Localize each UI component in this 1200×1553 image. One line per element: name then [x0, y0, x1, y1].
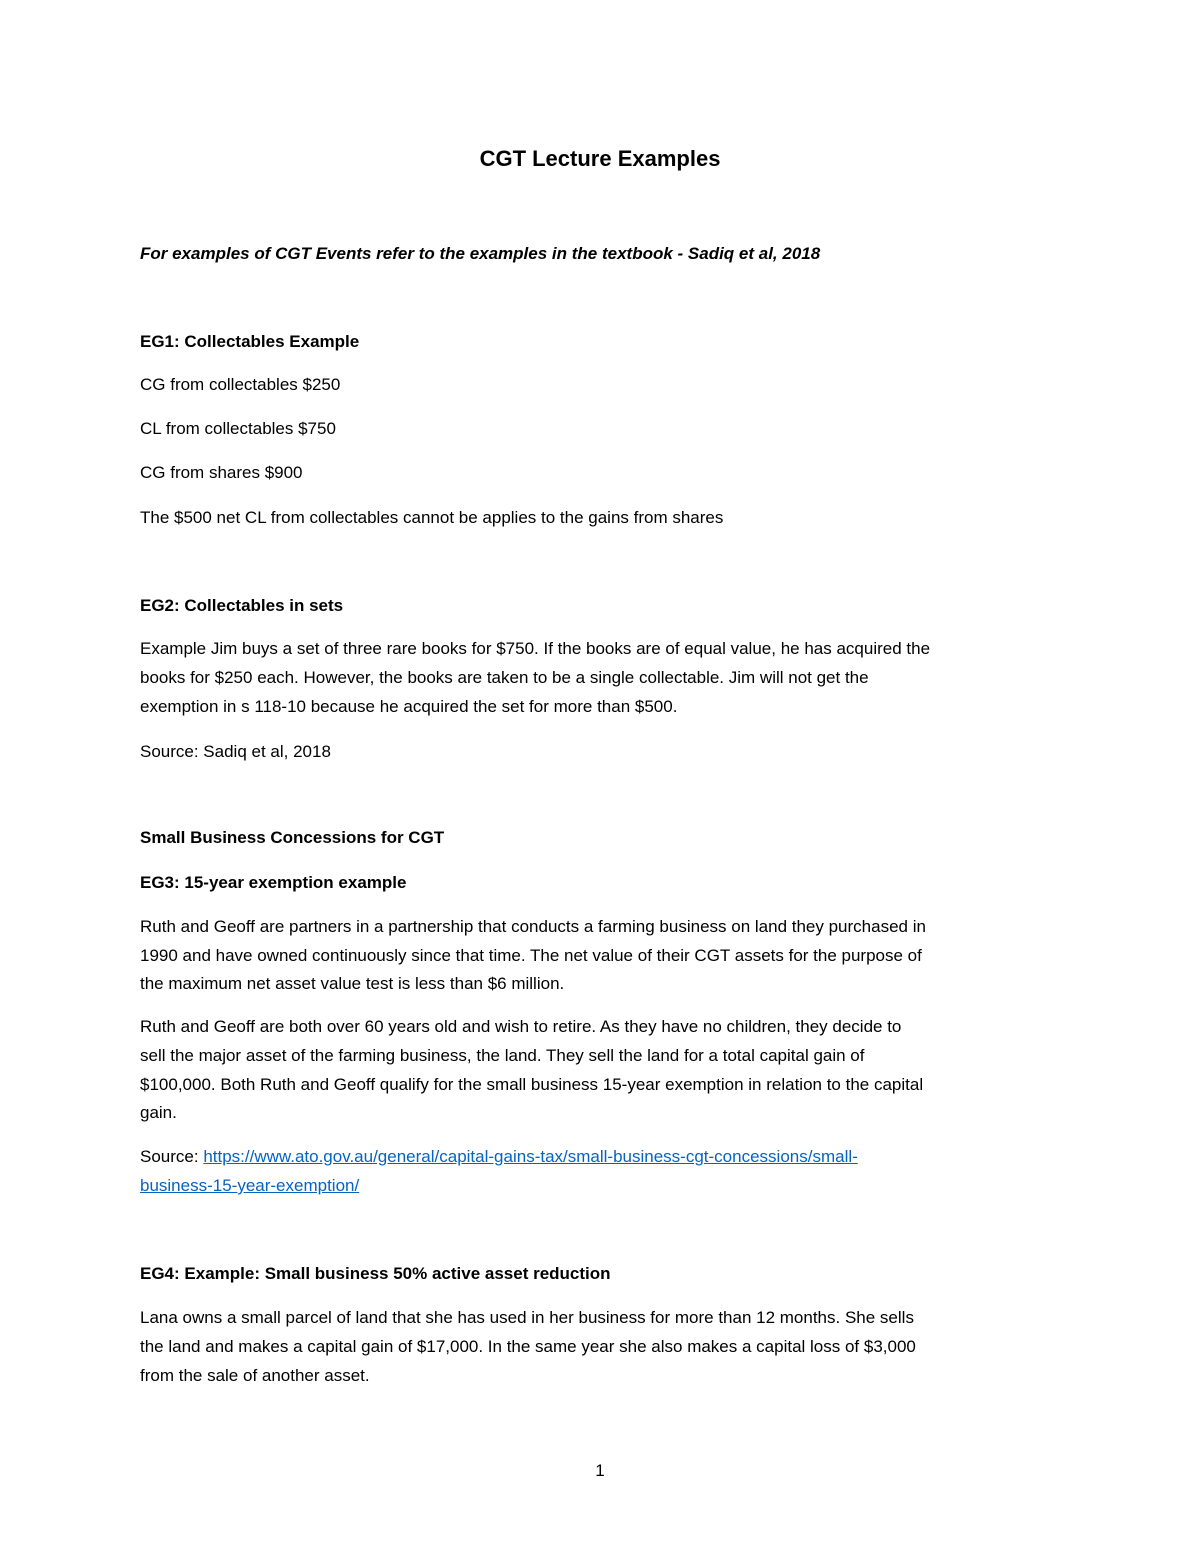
eg3-source-cont	[140, 1171, 1070, 1200]
eg3-heading: EG3: 15-year exemption example	[140, 873, 407, 892]
eg2-line: Example Jim buys a set of three rare books for $750. If the books are of equal value, he has acquired the	[140, 639, 931, 658]
eg2-line: books for $250 each. However, the books are taken to be a single collectable. Jim will not get the	[140, 668, 869, 687]
eg3-para2-line: $100,000. Both Ruth and Geoff qualify for the small business 15-year exemption in relation to the capital	[140, 1075, 924, 1094]
eg1-line: CG from collectables $250	[140, 375, 341, 394]
eg3-para2-line: Ruth and Geoff are both over 60 years old and wish to retire. As they have no children, they decide to	[140, 1017, 902, 1036]
eg3-para1-line: Ruth and Geoff are partners in a partnership that conducts a farming business on land they purchased in	[140, 917, 926, 936]
eg4-line: the land and makes a capital gain of $17,000. In the same year she also makes a capital loss of $3,000	[140, 1337, 916, 1356]
eg1-line: CG from shares $900	[140, 463, 303, 482]
intro-note: For examples of CGT Events refer to the examples in the textbook - Sadiq et al, 2018	[140, 244, 821, 263]
eg4-heading: EG4: Example: Small business 50% active asset reduction	[140, 1264, 611, 1283]
eg3-source-link[interactable]: https://www.ato.gov.au/general/capital-gains-tax/small-business-cgt-concessions/small-	[203, 1147, 858, 1166]
eg3-para2-line: sell the major asset of the farming business, the land. They sell the land for a total capital gain of	[140, 1046, 865, 1065]
eg1-line: The $500 net CL from collectables cannot be applies to the gains from shares	[140, 508, 724, 527]
page-number: 1	[595, 1461, 605, 1480]
eg2-line: exemption in s 118-10 because he acquired the set for more than $500.	[140, 697, 678, 716]
document-title: CGT Lecture Examples	[479, 146, 721, 171]
eg1-line: CL from collectables $750	[140, 419, 336, 438]
eg4-line: Lana owns a small parcel of land that she has used in her business for more than 12 months. She sells	[140, 1308, 914, 1327]
eg1-heading: EG1: Collectables Example	[140, 332, 360, 351]
eg4-line: from the sale of another asset.	[140, 1366, 370, 1385]
eg3-source-label: Source:	[140, 1147, 204, 1166]
eg2-heading: EG2: Collectables in sets	[140, 596, 344, 615]
eg3-para1-line: the maximum net asset value test is less than $6 million.	[140, 974, 565, 993]
eg3-source	[140, 1142, 1070, 1171]
eg3-para1-line: 1990 and have owned continuously since that time. The net value of their CGT assets for the purpose of	[140, 946, 922, 965]
eg3-source-link-cont[interactable]: business-15-year-exemption/	[140, 1176, 360, 1195]
sbc-heading: Small Business Concessions for CGT	[140, 828, 445, 847]
eg2-source: Source: Sadiq et al, 2018	[140, 742, 331, 761]
eg3-para2-line: gain.	[140, 1103, 177, 1122]
